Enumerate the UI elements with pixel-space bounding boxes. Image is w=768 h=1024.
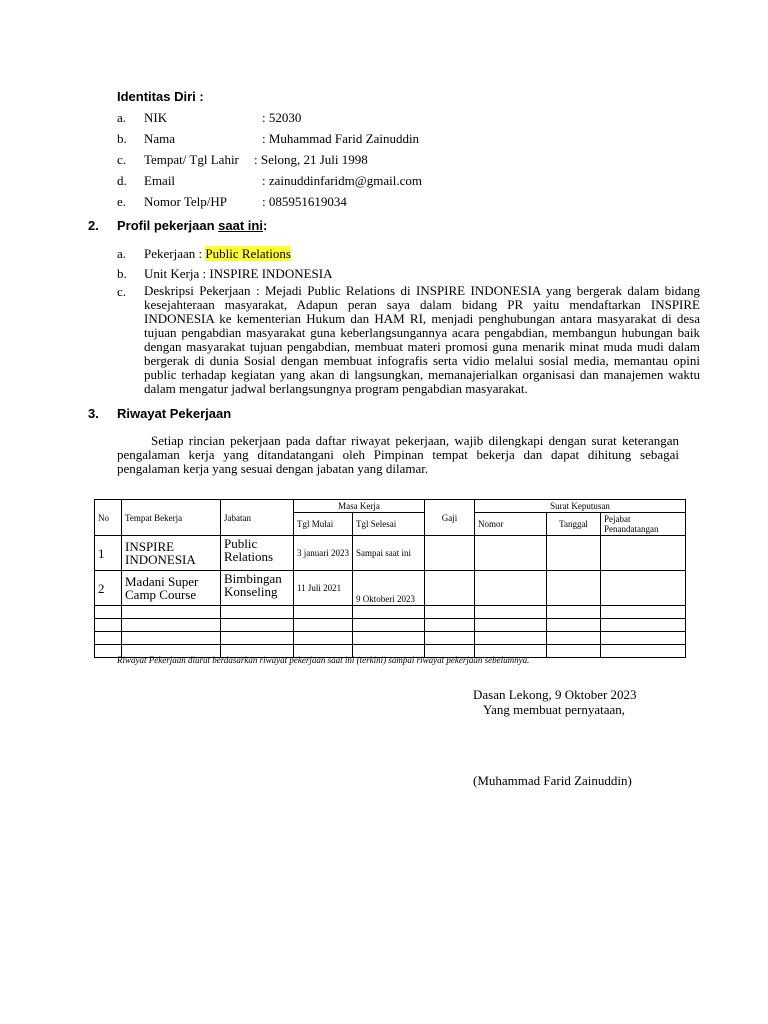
profil-deskripsi: Deskripsi Pekerjaan : Mejadi Public Relations di INSPIRE INDONESIA yang bergerak dalam bidang kesejahteraan masyarakat, Adapun peran saya dalam bidang PR yaitu mendaftarkan INSPIRE INDONESIA ke kementerian Hukum dan HAM RI, menjadi penghubungan antara masyarakat di desa tujuan pengabdian masyarakat guna keberlangsungannya acara pengabdian, membangun hubungan baik dengan masyarakat tujuan pengabdian, membuat materi promosi guna menarik minat muda mudi dalam bergerak di dunia Sosial dengan membuat infografis serta vidio melalui sosial media, memantau opini public terhadap kegiatan yang akan di langsungkan, memanajerialkan organisasi dan manajemen waktu dalam mengatur jadwal berlangsungnya program pengabdian masyarakat. (144, 283, 700, 396)
th-masa-kerja: Masa Kerja (294, 500, 425, 513)
th-tgl-mulai: Tgl Mulai (294, 513, 353, 536)
riwayat-heading: Riwayat Pekerjaan (117, 406, 232, 421)
table-row (95, 632, 686, 645)
th-jabatan: Jabatan (221, 500, 294, 536)
th-tanggal: Tanggal (547, 513, 601, 536)
highlighted-job: Public Relations (205, 246, 291, 261)
signature-name: (Muhammad Farid Zainuddin) (473, 773, 632, 788)
profil-heading: Profil pekerjaan saat ini: (117, 218, 268, 233)
riwayat-intro: Setiap rincian pekerjaan pada daftar riwayat pekerjaan, wajib dilengkapi dengan surat keterangan pengalaman kerja yang ditandatangani oleh Pimpinan tempat bekerja dan dapat dihitung sebagai pengalaman kerja yang sesuai dengan jabatan yang dilamar. (117, 433, 679, 476)
th-surat: Surat Keputusan (475, 500, 686, 513)
table-note: Riwayat Pekerjaan diurut berdasarkan riwayat pekerjaan saat ini (terkini) sampai riwayat pekerjaan sebelumnya. (117, 655, 530, 665)
th-tgl-selesai: Tgl Selesai (353, 513, 425, 536)
th-pejabat: Pejabat Penandatangan (601, 513, 686, 536)
signature-place-date: Dasan Lekong, 9 Oktober 2023 (473, 687, 637, 702)
th-nomor: Nomor (475, 513, 547, 536)
profil-desc-letter: c. (117, 284, 127, 299)
riwayat-table (94, 499, 686, 658)
riwayat-number: 3. (88, 406, 99, 421)
table-row: 1 INSPIRE INDONESIA Public Relations 3 januari 2023 Sampai saat ini (95, 536, 686, 571)
th-gaji: Gaji (425, 500, 475, 536)
table-row (95, 619, 686, 632)
table-row (95, 606, 686, 619)
th-no: No (95, 500, 122, 536)
signature-statement: Yang membuat pernyataan, (483, 702, 626, 717)
th-tempat: Tempat Bekerja (122, 500, 221, 536)
identitas-heading: Identitas Diri : (117, 89, 204, 104)
table-row: 2 Madani Super Camp Course Bimbingan Konseling 11 Juli 2021 9 Oktoberi 2023 (95, 571, 686, 606)
profil-number: 2. (88, 218, 99, 233)
